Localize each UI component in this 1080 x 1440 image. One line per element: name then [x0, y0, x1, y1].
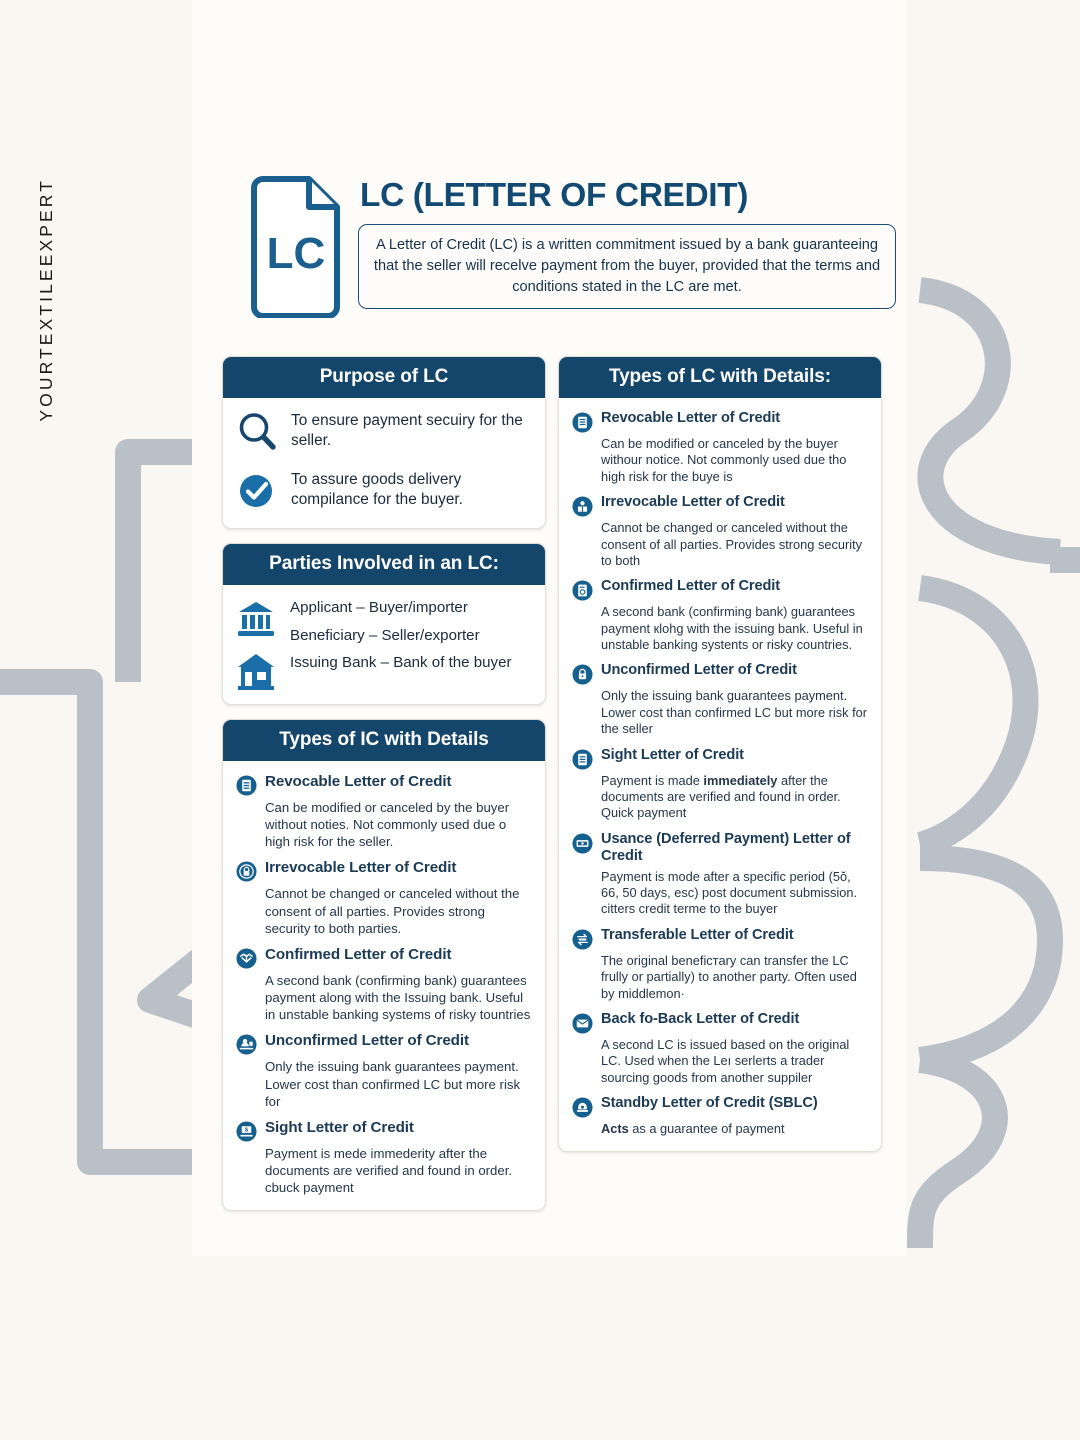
type-desc: Can be modified or canceled by the buyer withour notice. Not commonly used due tho high risk for the buye is: [601, 436, 847, 484]
purpose-item: [236, 410, 532, 453]
padlock-icon: [572, 664, 593, 685]
type-desc: Only the issuing bank guarantees payment. Lower cost than confirmed LC but more risk for: [265, 1059, 521, 1109]
svg-text:$: $: [244, 1127, 249, 1134]
type-desc: A second LC is issued based on the original LC. Used when the Leı serlerts a trader sourcing goods from another suppiler: [601, 1036, 850, 1085]
type-item: [236, 1119, 532, 1196]
party-item: Issuing Bank – Bank of the buyer: [290, 654, 512, 672]
type-desc: Payment is mode after a specific period (5ŏ, 66, 50 days, esc) post document submission. citters credit terme to the buyer: [601, 868, 858, 917]
type-item: [572, 831, 868, 918]
purpose-card-body: [223, 398, 545, 528]
columns-container: [222, 356, 882, 1211]
watermark: [26, 140, 66, 460]
shield-stamp-icon: [572, 1097, 593, 1118]
type-desc-emphasis: Acts: [601, 1121, 629, 1136]
lock-circle-icon: [236, 861, 257, 882]
type-item: [236, 859, 532, 936]
envelope-back-icon: [572, 1013, 593, 1034]
handshake-icon: [236, 948, 257, 969]
type-item: [572, 494, 868, 569]
type-title: Back fo-Back Letter of Credit: [601, 1010, 800, 1027]
type-title: Irrevocable Letter of Credit: [265, 859, 457, 877]
purpose-card-title: Purpose of LC: [223, 357, 545, 398]
parties-card-title: Parties Involved in an LC:: [223, 544, 545, 585]
type-title: Confirmed Letter of Credit: [265, 945, 452, 963]
transfer-icon: [572, 929, 593, 950]
types-left-card-body: [223, 761, 545, 1210]
type-title: Sight Letter of Credit: [265, 1118, 414, 1136]
page-title: LC (LETTER OF CREDIT): [360, 177, 748, 214]
type-title: Irrevocable Letter of Credit: [601, 494, 785, 511]
type-title: Confirmed Letter of Credit: [601, 578, 781, 595]
magnifier-icon: [236, 411, 278, 453]
type-title: Revocable Letter of Credit: [601, 410, 781, 426]
party-item: Beneficiary – Seller/exporter: [290, 626, 480, 644]
type-desc: Can be modified or canceled by the buyer without noties. Not commonly used due o high risk for the seller.: [265, 800, 510, 850]
parties-card: [222, 543, 546, 705]
type-desc: A second bank (confirming bank) guarantees payment along with the Issuing bank. Useful in unstable banking systems of risky tountries: [265, 972, 531, 1023]
bank-columns-icon: [236, 600, 276, 638]
type-title: Unconfirmed Letter of Credit: [265, 1032, 469, 1050]
type-item: [572, 927, 868, 1002]
type-title: Transferable Letter of Credit: [601, 926, 794, 943]
type-item: [572, 410, 868, 485]
type-desc: The original beneficтary can transfer the LC frully or partially) to another party. Often used by middlemon·: [601, 952, 857, 1001]
purpose-card: [222, 356, 546, 529]
type-title: Standby Letter of Credit (SBLC): [601, 1095, 818, 1111]
types-right-card-body: [559, 398, 881, 1151]
party-item: Applicant – Buyer/importer: [290, 599, 468, 616]
type-desc: Cannot be changed or canceled without the consent of all parties. Provides strong security to both parties.: [265, 886, 520, 936]
type-item: [572, 1011, 868, 1086]
type-item: [572, 1095, 868, 1137]
lc-document-icon: [248, 176, 344, 318]
type-item: [572, 662, 868, 737]
document-seal-icon: [572, 580, 593, 601]
type-desc: Payment is mede immederity after the documents are verified and found in order. cbuck payment: [265, 1145, 513, 1196]
lc-icon-label: LC: [266, 229, 326, 278]
type-desc: Only the issuing bank guarantees payment. Lower cost than confirmed LC but more risk for the seller: [601, 688, 867, 737]
types-left-card: [222, 719, 546, 1211]
parties-card-body: [223, 585, 545, 704]
intro-box: [358, 224, 896, 309]
intro-text: A Letter of Credit (LC) is a written commitment issued by a bank guaranteeing that the seller will recelve payment from the buyer, provided that the terms and conditions stated in the LC are met.: [373, 237, 881, 295]
purpose-item-text: To ensure payment secuiry for the seller.: [291, 412, 523, 450]
type-desc: [601, 1121, 868, 1137]
check-circle-icon: [236, 470, 278, 512]
document-list-icon: [236, 775, 257, 796]
type-desc-pre: Payment is made: [601, 772, 704, 788]
types-right-card: [558, 356, 882, 1152]
parties-icon-group: [236, 597, 278, 690]
type-title: Revocable Letter of Credit: [265, 773, 452, 790]
type-desc-emphasis: immediately: [703, 772, 778, 788]
purpose-item: [236, 469, 532, 512]
bank-building-icon: [236, 652, 276, 690]
purpose-item-text: To assure goods delivery compilance for the buyer.: [291, 471, 463, 509]
right-column: [558, 356, 882, 1152]
type-item: [572, 747, 868, 822]
type-desc-post: after the documents are verified and found in order. Quick payment: [601, 772, 841, 821]
types-left-card-title: Types of IC with Details: [223, 720, 545, 761]
content-canvas: [192, 0, 906, 1256]
types-right-card-title: Types of LC with Details:: [559, 357, 881, 398]
document-stack-icon: [572, 749, 593, 770]
left-column: [222, 356, 546, 1211]
person-desk-icon: [236, 1034, 257, 1055]
type-title: Unconfirmed Letter of Credit: [601, 662, 797, 679]
type-desc-post: as a guarantee of payment: [628, 1121, 785, 1136]
type-item: [236, 773, 532, 850]
type-desc: [601, 773, 868, 822]
type-desc: Cannot be changed or canceled without the consent of all parties. Provides strong security to both: [601, 520, 863, 568]
page-header: [248, 172, 896, 318]
type-item: [236, 1032, 532, 1109]
type-title: Sight Letter of Credit: [601, 746, 744, 763]
type-item: [572, 578, 868, 653]
bottom-crop-band: [0, 1256, 1080, 1440]
watermark-text: YOURTEXTILEEXPERT: [35, 178, 56, 422]
document-lines-icon: [572, 412, 593, 433]
person-badge-icon: [572, 496, 593, 517]
type-title: Usance (Deferred Payment) Letter of Credit: [601, 830, 851, 865]
type-desc: A second bank (confirming bank) guarantees payment кlohg with the issuing bank. Useful in unstable banking systents or risky countries.: [601, 604, 863, 652]
money-hand-icon: [236, 1121, 257, 1142]
type-item: [236, 946, 532, 1023]
banknote-icon: [572, 833, 593, 854]
parties-list: [290, 597, 532, 690]
